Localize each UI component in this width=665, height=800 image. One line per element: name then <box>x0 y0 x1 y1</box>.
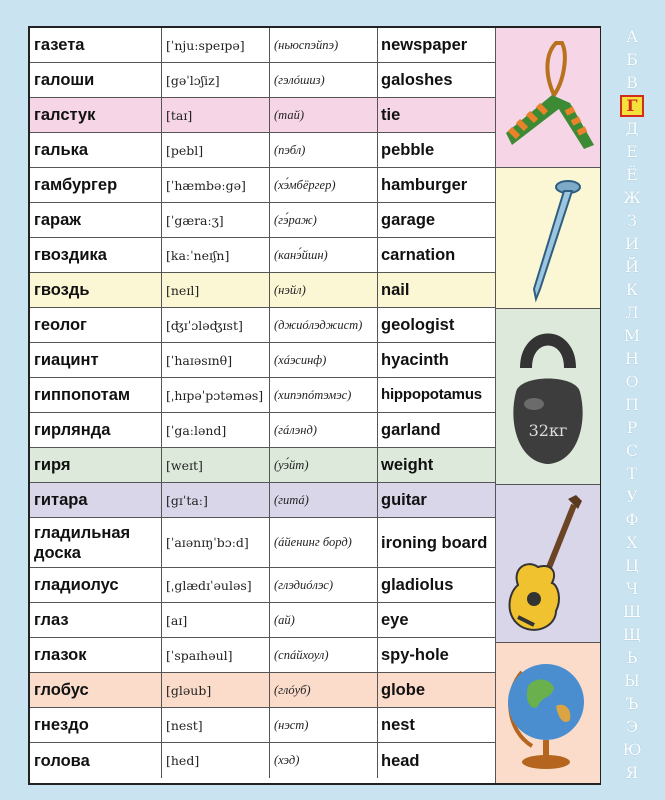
russian-word: галстук <box>30 98 162 132</box>
russian-transliteration: (хэ́мбёргер) <box>270 168 378 202</box>
russian-transliteration: (хáэсинф) <box>270 343 378 377</box>
russian-transliteration: (глэдиóлэс) <box>270 568 378 602</box>
picture-cell-guitar <box>496 485 600 643</box>
english-word: hyacinth <box>381 351 449 369</box>
english-word: globe <box>381 681 425 699</box>
english-word: eye <box>381 611 409 629</box>
alphabet-letter[interactable]: З <box>627 211 637 230</box>
russian-word: гнездо <box>30 708 162 742</box>
russian-transliteration: (джиóлэджист) <box>270 308 378 342</box>
phonetic-transcription: [ˈhæmbəːgə] <box>162 168 270 202</box>
english-word: nest <box>381 716 415 734</box>
alphabet-letter[interactable]: Ч <box>625 579 639 598</box>
vocab-row <box>30 133 495 168</box>
russian-transliteration: (тай) <box>270 98 378 132</box>
vocab-row <box>30 638 495 673</box>
alphabet-letter-active[interactable]: Г <box>620 95 644 117</box>
phonetic-transcription: [kaːˈneɪʃn] <box>162 238 270 272</box>
english-word: galoshes <box>381 71 453 89</box>
phonetic-transcription: [ʤɪˈɔləʤɪst] <box>162 308 270 342</box>
alphabet-letter[interactable]: Н <box>625 349 639 368</box>
phonetic-transcription: [ˈgaːlənd] <box>162 413 270 447</box>
alphabet-letter[interactable]: Т <box>626 464 638 483</box>
tie-icon <box>498 33 598 163</box>
russian-transliteration: (канэ́йшн) <box>270 238 378 272</box>
alphabet-letter[interactable]: В <box>626 73 638 92</box>
alphabet-index <box>614 26 650 790</box>
russian-word: гитара <box>30 483 162 517</box>
russian-transliteration: (уэ́йт) <box>270 448 378 482</box>
vocab-row <box>30 448 495 483</box>
vocab-row <box>30 168 495 203</box>
english-word: pebble <box>381 141 435 159</box>
vocab-row <box>30 203 495 238</box>
phonetic-transcription: [ˈnjuːspeɪpə] <box>162 28 270 62</box>
phonetic-transcription: [ˌhɪpəˈpɔtəməs] <box>162 378 270 412</box>
english-word: geologist <box>381 316 455 334</box>
vocab-row <box>30 483 495 518</box>
vocab-row <box>30 378 495 413</box>
alphabet-letter[interactable]: Ф <box>625 510 639 529</box>
english-word: tie <box>381 106 401 124</box>
vocab-row <box>30 673 495 708</box>
russian-word: гирлянда <box>30 413 162 447</box>
alphabet-letter[interactable]: Е <box>626 142 638 161</box>
alphabet-letter[interactable]: Ю <box>622 740 642 759</box>
alphabet-letter[interactable]: О <box>625 372 639 391</box>
english-word: weight <box>381 456 434 474</box>
phonetic-transcription: [neɪl] <box>162 273 270 307</box>
alphabet-letter[interactable]: М <box>623 326 641 345</box>
russian-word: гиря <box>30 448 162 482</box>
russian-word: глазок <box>30 638 162 672</box>
vocab-row <box>30 568 495 603</box>
english-word: carnation <box>381 246 456 264</box>
phonetic-transcription: [ˈgæraːʒ] <box>162 203 270 237</box>
russian-word: галоши <box>30 63 162 97</box>
picture-cell-globe <box>496 643 600 783</box>
russian-transliteration: (ньюспэйпэ) <box>270 28 378 62</box>
vocab-row <box>30 343 495 378</box>
russian-transliteration: (гитá) <box>270 483 378 517</box>
vocab-row <box>30 238 495 273</box>
russian-word: гвоздь <box>30 273 162 307</box>
english-word: hippopotamus <box>381 386 482 403</box>
vocabulary-table <box>28 26 601 785</box>
russian-word: голова <box>30 743 162 778</box>
guitar-icon <box>498 489 598 639</box>
vocab-row <box>30 308 495 343</box>
phonetic-transcription: [ˈhaɪəsɪnθ] <box>162 343 270 377</box>
alphabet-letter[interactable]: Х <box>626 533 638 552</box>
russian-word: газета <box>30 28 162 62</box>
alphabet-letter[interactable]: Я <box>625 763 639 782</box>
english-word: newspaper <box>381 36 468 54</box>
vocab-row <box>30 743 495 778</box>
phonetic-transcription: [weɪt] <box>162 448 270 482</box>
alphabet-letter[interactable]: Ш <box>622 602 642 621</box>
english-word: hamburger <box>381 176 468 194</box>
russian-transliteration: (гáлэнд) <box>270 413 378 447</box>
phonetic-transcription: [ˈspaɪhəul] <box>162 638 270 672</box>
vocab-row <box>30 28 495 63</box>
russian-transliteration: (ай) <box>270 603 378 637</box>
russian-word: гладиолус <box>30 568 162 602</box>
english-word: garland <box>381 421 441 439</box>
russian-transliteration: (пэбл) <box>270 133 378 167</box>
russian-transliteration: (гэ́раж) <box>270 203 378 237</box>
picture-cell-nail <box>496 168 600 309</box>
alphabet-letter[interactable]: Ъ <box>625 694 639 713</box>
vocab-row <box>30 273 495 308</box>
english-word: guitar <box>381 491 427 509</box>
english-word: head <box>381 751 420 770</box>
alphabet-letter[interactable]: У <box>626 487 638 506</box>
alphabet-letter[interactable]: Ь <box>626 648 638 667</box>
russian-transliteration: (нэйл) <box>270 273 378 307</box>
english-word: spy-hole <box>381 646 449 664</box>
alphabet-letter[interactable]: Б <box>626 50 638 69</box>
russian-transliteration: (глóуб) <box>270 673 378 707</box>
alphabet-letter[interactable]: Ё <box>626 165 638 184</box>
nail-icon <box>498 171 598 306</box>
english-word: garage <box>381 211 436 229</box>
russian-word: геолог <box>30 308 162 342</box>
alphabet-letter[interactable]: П <box>625 395 639 414</box>
alphabet-letter[interactable]: К <box>625 280 639 299</box>
alphabet-letter[interactable]: Й <box>625 257 639 276</box>
alphabet-letter[interactable]: Щ <box>622 625 642 644</box>
vocab-row <box>30 708 495 743</box>
picture-cell-tie <box>496 28 600 168</box>
russian-transliteration: (спáйхоул) <box>270 638 378 672</box>
russian-transliteration: (нэст) <box>270 708 378 742</box>
weight-icon <box>498 312 598 482</box>
russian-word: гараж <box>30 203 162 237</box>
vocab-row <box>30 518 495 568</box>
weight-label: 32кг <box>528 420 568 440</box>
russian-transliteration: (áйенинг борд) <box>270 518 378 567</box>
russian-word: гвоздика <box>30 238 162 272</box>
picture-cell-weight <box>496 309 600 485</box>
phonetic-transcription: [gəˈlɔʃiz] <box>162 63 270 97</box>
russian-transliteration: (хипэпóтэмэс) <box>270 378 378 412</box>
alphabet-letter[interactable]: И <box>625 234 639 253</box>
alphabet-letter[interactable]: Л <box>625 303 639 322</box>
alphabet-letter[interactable]: Д <box>625 119 639 138</box>
phonetic-transcription: [ˈaɪənɪŋˈbɔːd] <box>162 518 270 567</box>
phonetic-transcription: [pebl] <box>162 133 270 167</box>
vocab-row <box>30 98 495 133</box>
phonetic-transcription: [taɪ] <box>162 98 270 132</box>
russian-word: глаз <box>30 603 162 637</box>
vocab-row <box>30 603 495 638</box>
russian-word: гамбургер <box>30 168 162 202</box>
phonetic-transcription: [aɪ] <box>162 603 270 637</box>
english-word: ironing board <box>381 533 488 552</box>
russian-transliteration: (хэд) <box>270 743 378 778</box>
alphabet-letter[interactable]: С <box>625 441 639 460</box>
alphabet-letter[interactable]: Ы <box>624 671 640 690</box>
russian-word: галька <box>30 133 162 167</box>
globe-icon <box>498 646 598 781</box>
alphabet-letter[interactable]: Р <box>626 418 638 437</box>
russian-word: глобус <box>30 673 162 707</box>
alphabet-letter[interactable]: Э <box>625 717 639 736</box>
russian-word: гладильная доска <box>30 518 162 567</box>
picture-column <box>495 28 600 783</box>
phonetic-transcription: [ˌglædɪˈəuləs] <box>162 568 270 602</box>
russian-word: гиацинт <box>30 343 162 377</box>
vocab-row <box>30 413 495 448</box>
phonetic-transcription: [hed] <box>162 743 270 778</box>
vocab-row <box>30 63 495 98</box>
english-word: nail <box>381 281 410 299</box>
phonetic-transcription: [gɪˈtaː] <box>162 483 270 517</box>
english-word: gladiolus <box>381 576 454 594</box>
alphabet-letter[interactable]: Ж <box>623 188 641 207</box>
alphabet-letter[interactable]: Ц <box>625 556 639 575</box>
phonetic-transcription: [nest] <box>162 708 270 742</box>
russian-word: гиппопотам <box>30 378 162 412</box>
alphabet-letter[interactable]: А <box>625 27 639 46</box>
phonetic-transcription: [gləub] <box>162 673 270 707</box>
russian-transliteration: (гэлóшиз) <box>270 63 378 97</box>
